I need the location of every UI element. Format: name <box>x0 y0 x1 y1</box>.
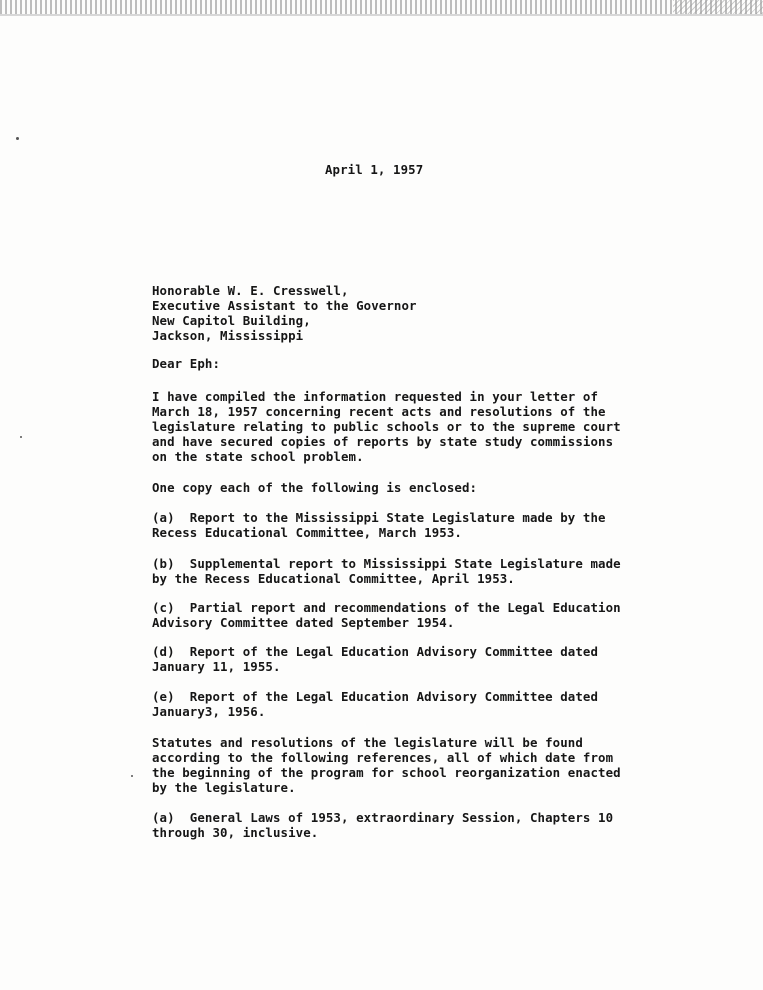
reference-a-line-2: through 30, inclusive. <box>152 825 319 840</box>
scan-speck <box>16 137 19 140</box>
statutes-line: the beginning of the program for school reorganization enacted <box>152 765 621 780</box>
statutes-line: by the legislature. <box>152 780 296 795</box>
scanned-top-edge <box>0 0 763 16</box>
report-c-line-2: Advisory Committee dated September 1954. <box>152 615 455 630</box>
letter-date: April 1, 1957 <box>325 162 424 177</box>
intro-line: I have compiled the information requested in your letter of <box>152 389 599 404</box>
report-e-line-1: (e) Report of the Legal Education Advisory Committee dated <box>152 689 599 704</box>
salutation: Dear Eph: <box>152 356 221 371</box>
statutes-line: according to the following references, all of which date from <box>152 750 614 765</box>
intro-line: March 18, 1957 concerning recent acts and resolutions of the <box>152 404 606 419</box>
address-line-name: Honorable W. E. Cresswell, <box>152 283 349 298</box>
report-a-line-1: (a) Report to the Mississippi State Legislature made by the <box>152 510 606 525</box>
report-b-line-1: (b) Supplemental report to Mississippi State Legislature made <box>152 556 621 571</box>
scan-speck <box>20 436 22 438</box>
report-e-line-2: January3, 1956. <box>152 704 266 719</box>
report-c-line-1: (c) Partial report and recommendations of the Legal Education <box>152 600 621 615</box>
intro-line: on the state school problem. <box>152 449 364 464</box>
report-d-line-2: January 11, 1955. <box>152 659 281 674</box>
report-b-line-2: by the Recess Educational Committee, April 1953. <box>152 571 515 586</box>
intro-line: and have secured copies of reports by state study commissions <box>152 434 614 449</box>
address-line-title: Executive Assistant to the Governor <box>152 298 417 313</box>
statutes-line: Statutes and resolutions of the legislature will be found <box>152 735 583 750</box>
report-a-line-2: Recess Educational Committee, March 1953. <box>152 525 462 540</box>
address-line-city: Jackson, Mississippi <box>152 328 304 343</box>
reference-a-line-1: (a) General Laws of 1953, extraordinary Session, Chapters 10 <box>152 810 614 825</box>
report-d-line-1: (d) Report of the Legal Education Advisory Committee dated <box>152 644 599 659</box>
intro-line: legislature relating to public schools or to the supreme court <box>152 419 621 434</box>
scan-speck <box>131 775 133 777</box>
enclosed-intro: One copy each of the following is enclosed: <box>152 480 478 495</box>
address-line-building: New Capitol Building, <box>152 313 311 328</box>
scanned-top-edge-corner <box>673 0 763 14</box>
